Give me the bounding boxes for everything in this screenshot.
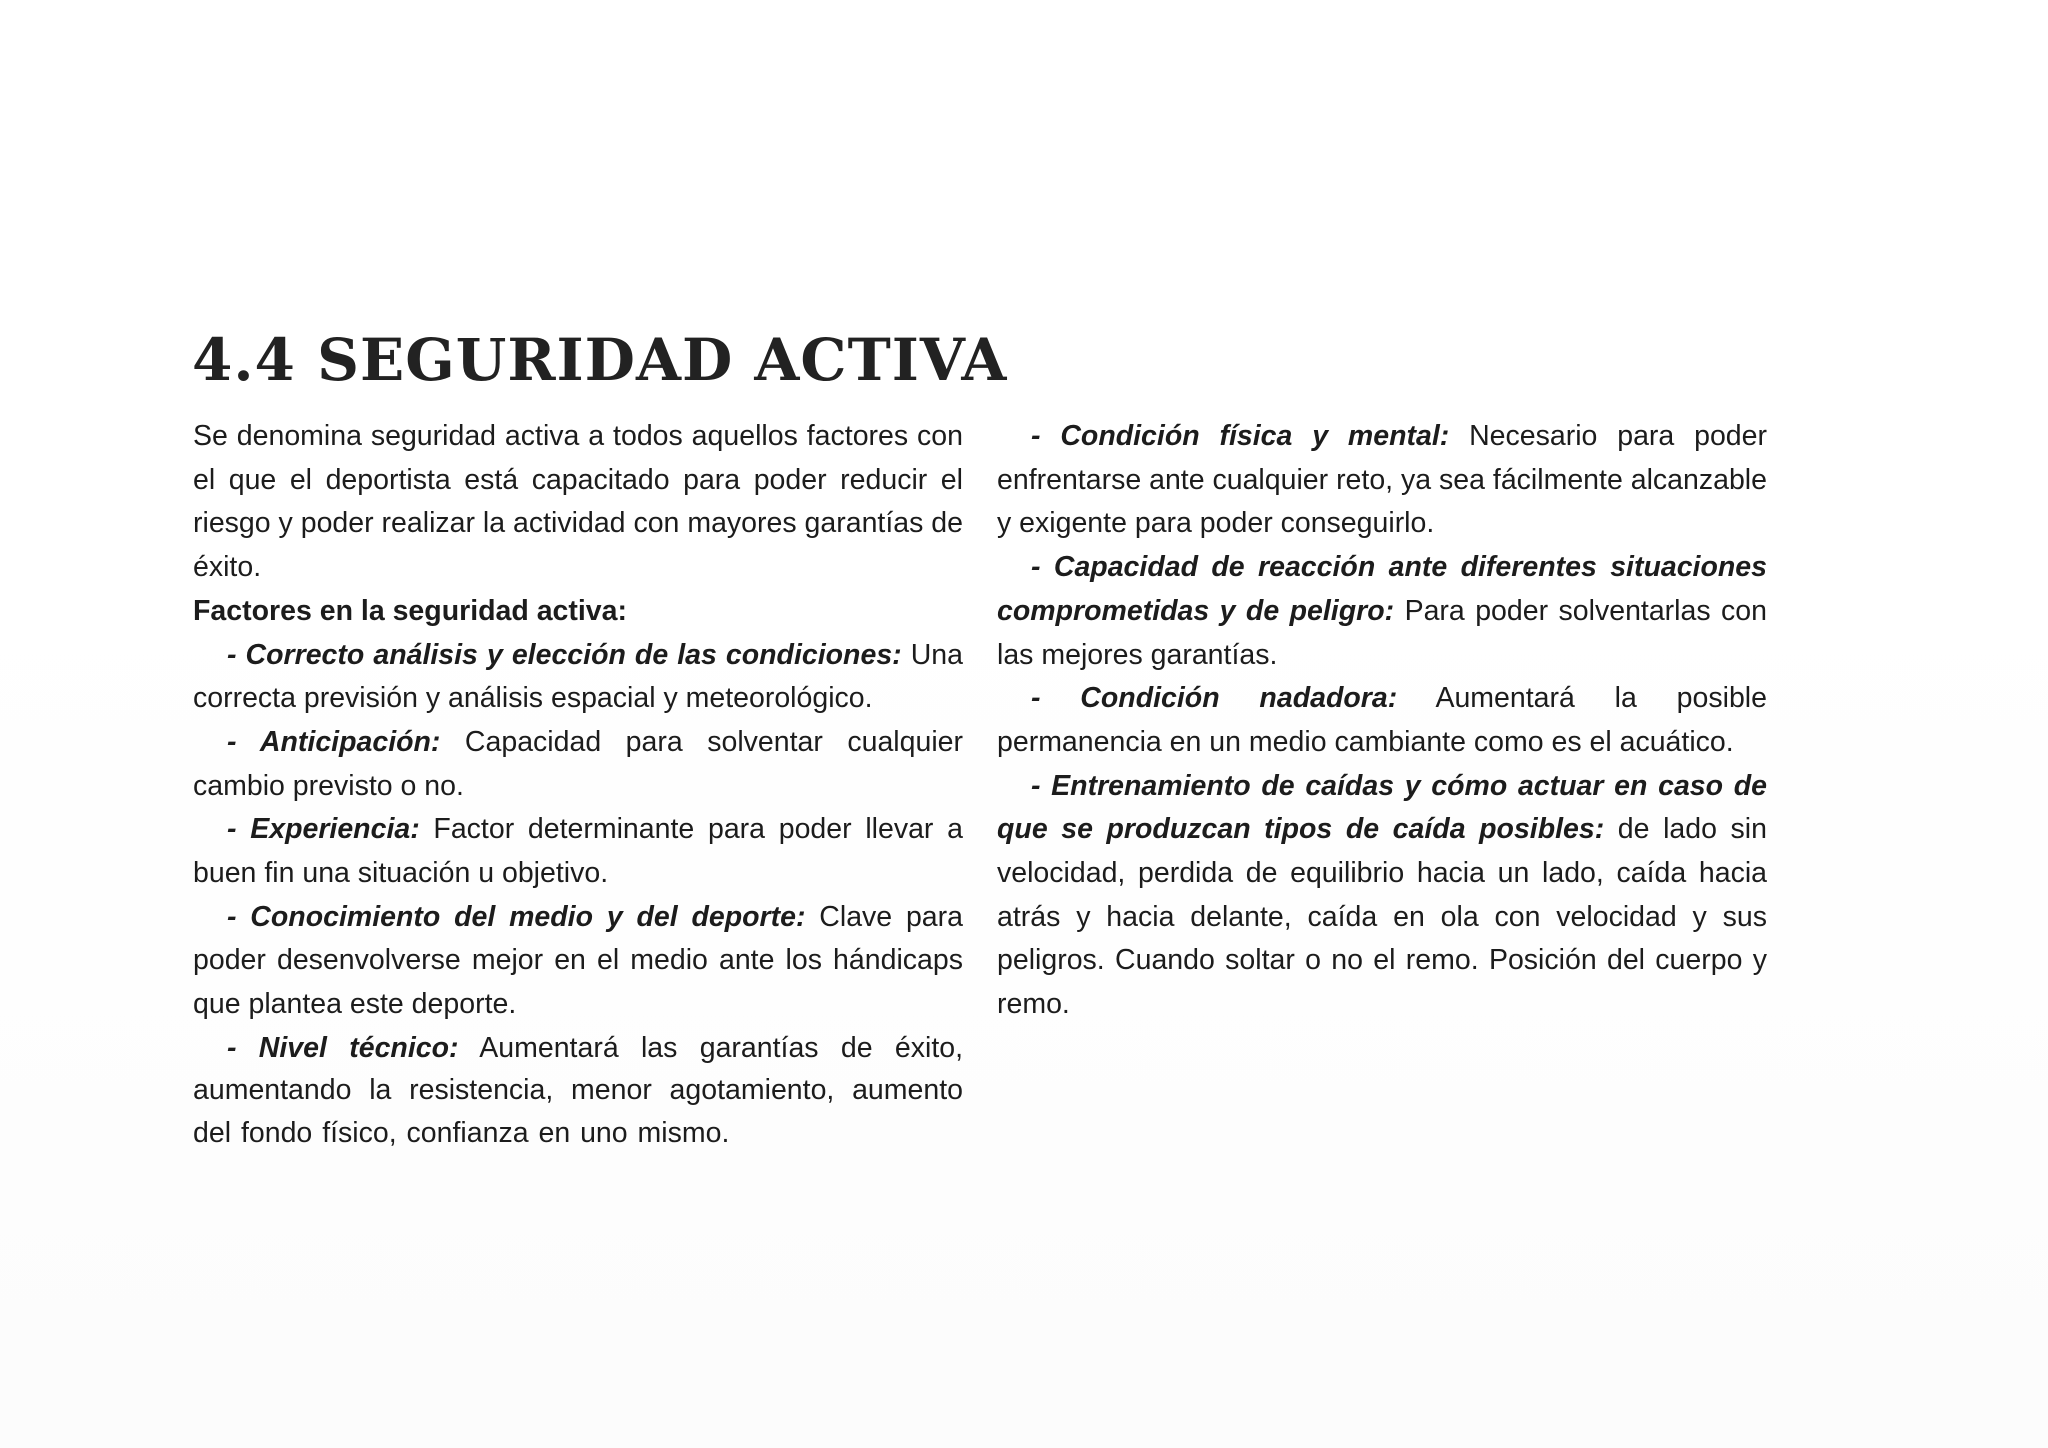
- factor-term: - Condición física y mental:: [1031, 420, 1450, 452]
- factor-item: [997, 546, 1767, 677]
- intro-paragraph: Se denomina seguridad activa a todos aquellos factores con el que el deportista está capacitado para poder reducir el riesgo y poder realizar la actividad con mayores garantías de éxito.: [193, 420, 963, 584]
- factor-term: - Capacidad de reacción ante diferentes situaciones comprometidas y de peligro:: [997, 551, 1767, 627]
- factor-term: - Anticipación:: [227, 725, 441, 758]
- factor-term: - Entrenamiento de caídas y cómo actuar en caso de que se produzcan tipos de caída posibles:: [997, 769, 1767, 846]
- factor-text: Aumentará la posible permanencia en un medio cambiante como es el acuático.: [997, 682, 1767, 758]
- factor-text: Capacidad para solventar cualquier cambio previsto o no.: [193, 725, 964, 802]
- right-column: [997, 415, 1767, 1027]
- factor-text: Clave para poder desenvolverse mejor en el medio ante los hándicaps que plantea este deporte.: [193, 900, 963, 1021]
- factor-item: [997, 677, 1767, 764]
- factor-text: Necesario para poder enfrentarse ante cualquier reto, ya sea fácilmente alcanzable y exigente para poder conseguirlo.: [997, 420, 1767, 540]
- section-heading: [192, 326, 1007, 394]
- factor-item: [193, 1027, 963, 1155]
- factor-item: [193, 896, 963, 1027]
- factor-text: Una correcta previsión y análisis espacial y meteorológico.: [193, 638, 963, 715]
- factor-item: [997, 765, 1767, 1027]
- factor-term: - Correcto análisis y elección de las condiciones:: [227, 638, 902, 671]
- factor-item: [193, 634, 963, 721]
- factor-item: [997, 415, 1767, 546]
- factor-text: Aumentará las garantías de éxito, aumentando la resistencia, menor agotamiento, aumento del fondo físico, confianza en uno mismo.: [193, 1031, 964, 1149]
- factor-text: de lado sin velocidad, perdida de equilibrio hacia un lado, caída hacia atrás y hacia delante, caída en ola con velocidad y sus peligros. Cuando soltar o no el remo. Posición del cuerpo y remo.: [997, 813, 1767, 1021]
- factor-item: [193, 721, 963, 808]
- factor-item: [193, 808, 963, 895]
- factor-text: Para poder solventarlas con las mejores garantías.: [997, 594, 1767, 671]
- factor-term: - Nivel técnico:: [227, 1031, 459, 1064]
- left-column: [193, 415, 963, 1154]
- factor-term: - Condición nadadora:: [1031, 682, 1398, 715]
- factor-term: - Experiencia:: [227, 813, 420, 846]
- section-number: 4.4: [192, 326, 296, 394]
- factor-term: - Conocimiento del medio y del deporte:: [227, 900, 806, 933]
- section-title: SEGURIDAD ACTIVA: [317, 326, 1008, 394]
- factor-text: Factor determinante para poder llevar a buen fin una situación u objetivo.: [193, 813, 963, 890]
- factors-heading: Factores en la seguridad activa:: [193, 594, 627, 627]
